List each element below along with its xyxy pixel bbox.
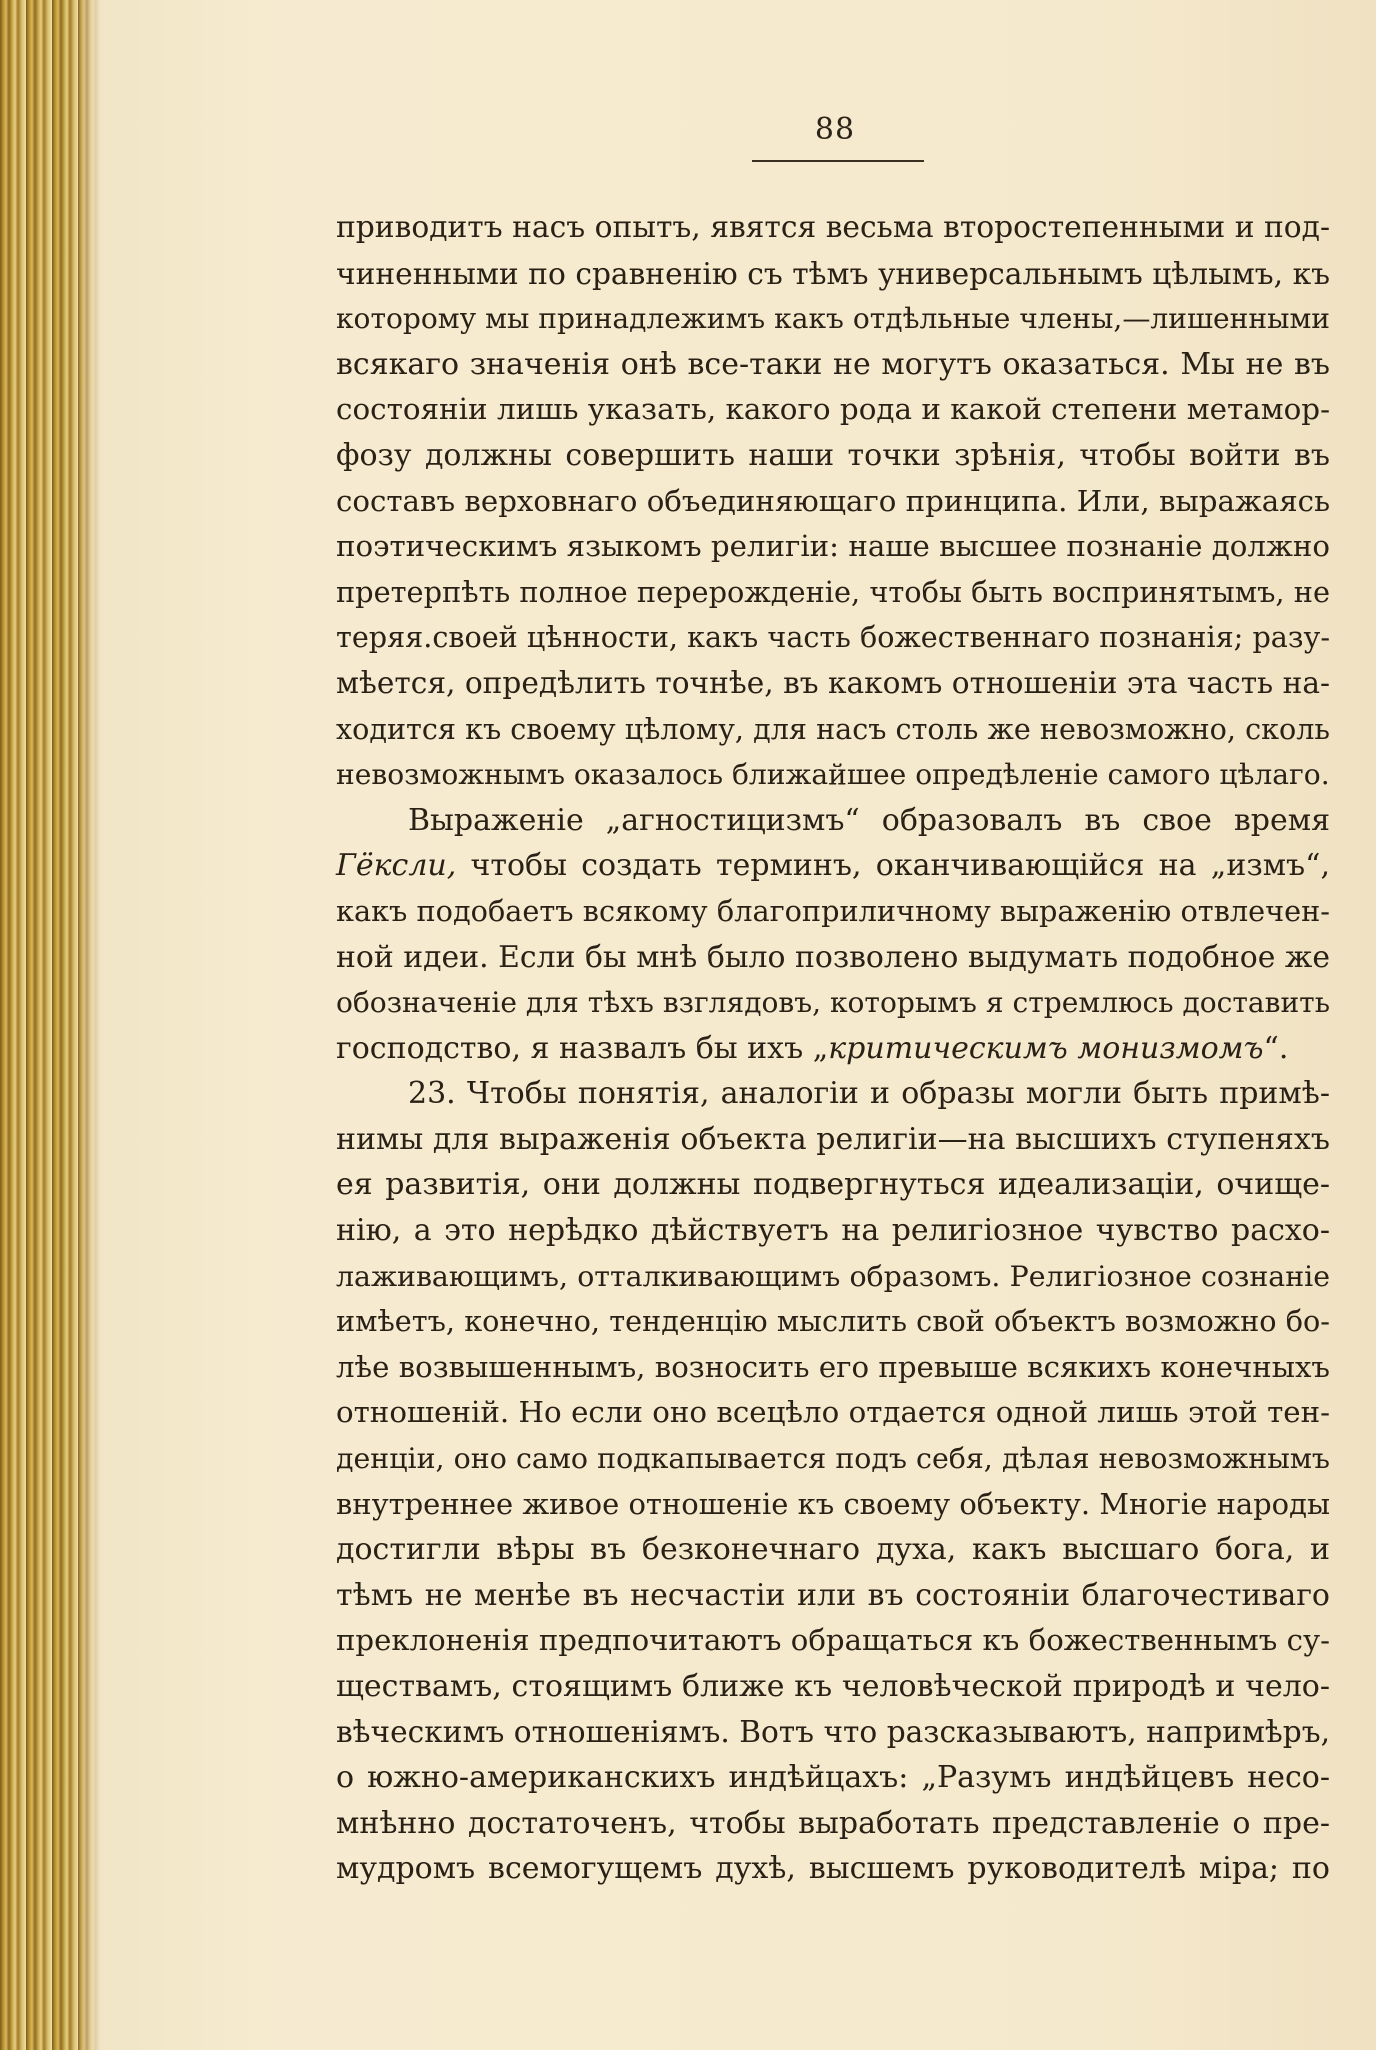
text-line: внутреннее живое отношеніе къ своему объекту. Многіе народы: [336, 1486, 1330, 1521]
text-line: которому мы принадлежимъ какъ отдѣльные члены,—лишенными: [336, 302, 1330, 336]
text-line: нимы для выраженія объекта религіи—на высшихъ ступеняхъ: [336, 1121, 1330, 1157]
text-line: нію, а это нерѣдко дѣйствуетъ на религіозное чувство расхо-: [336, 1213, 1330, 1249]
text-line: мѣется, опредѣлить точнѣе, въ какомъ отношеніи эта часть на-: [336, 665, 1330, 700]
text-line: денціи, оно само подкапывается подъ себя, дѣлая невозможнымъ: [336, 1442, 1330, 1476]
text-line: лаживающимъ, отталкивающимъ образомъ. Религіозное сознаніе: [336, 1259, 1330, 1293]
text-line: невозможнымъ оказалось ближайшее опредѣленіе самого цѣлаго.: [336, 758, 1330, 792]
text-line: приводитъ насъ опытъ, явятся весьма второстепенными и под-: [336, 210, 1330, 245]
text-line: о южно-американскихъ индѣйцахъ: „Разумъ индѣйцевъ несо-: [336, 1760, 1330, 1796]
text-line: ществамъ, стоящимъ ближе къ человѣческой природѣ и чело-: [336, 1669, 1330, 1704]
text-line: обозначеніе для тѣхъ взглядовъ, которымъ я стремлюсь доставить: [336, 986, 1330, 1020]
text-line: теряя.своей цѣнности, какъ часть божественнаго познанія; разу-: [336, 620, 1330, 655]
body-text: [336, 205, 1330, 1892]
text-line: вѣческимъ отношеніямъ. Вотъ что разсказываютъ, напримѣръ,: [336, 1714, 1330, 1749]
text-line: имѣетъ, конечно, тенденцію мыслить свой объектъ возможно бо-: [336, 1304, 1330, 1339]
text-line: претерпѣть полное перерожденіе, чтобы быть воспринятымъ, не: [336, 574, 1330, 609]
text-line: [336, 1026, 1330, 1072]
book-spine-edge: [0, 0, 100, 2050]
text-line: мудромъ всемогущемъ духѣ, высшемъ руководителѣ міра; по: [336, 1851, 1330, 1887]
text-line: 23. Чтобы понятія, аналогіи и образы могли быть примѣ-: [408, 1076, 1330, 1112]
text-line: [336, 843, 1330, 889]
page-number: 88: [814, 112, 856, 147]
text-line: поэтическимъ языкомъ религіи: наше высшее познаніе должно: [336, 529, 1330, 564]
text-line: ея развитія, они должны подвергнуться идеализаціи, очище-: [336, 1167, 1330, 1203]
text-line: преклоненія предпочитаютъ обращаться къ божественнымъ су-: [336, 1623, 1330, 1658]
header-rule: [752, 160, 924, 162]
text-line: тѣмъ не менѣе въ несчастіи или въ состояніи благочестиваго: [336, 1577, 1330, 1613]
text-span: чтобы создать терминъ, оканчивающійся на „измъ“,: [456, 848, 1330, 884]
text-line: отношеній. Но если оно всецѣло отдается одной лишь этой тен-: [336, 1395, 1330, 1430]
italic-name: Гёксли,: [336, 848, 457, 884]
text-line: составъ верховнаго объединяющаго принципа. Или, выражаясь: [336, 483, 1330, 518]
text-line: состояніи лишь указать, какого рода и какой степени метамор-: [336, 392, 1330, 427]
text-span: “.: [1263, 1030, 1289, 1066]
text-line: чиненными по сравненію съ тѣмъ универсальнымъ цѣлымъ, къ: [336, 255, 1330, 291]
text-line: мнѣнно достаточенъ, чтобы выработать представленіе о пре-: [336, 1805, 1330, 1841]
text-line: какъ подобаетъ всякому благоприличному выраженію отвлечен-: [336, 893, 1330, 928]
text-line: ходится къ своему цѣлому, для насъ столь же невозможно, сколь: [336, 711, 1330, 746]
text-line: фозу должны совершить наши точки зрѣнія, чтобы войти въ: [336, 437, 1330, 473]
italic-term: критическимъ монизмомъ: [828, 1030, 1264, 1066]
text-line: ной идеи. Если бы мнѣ было позволено выдумать подобное же: [336, 939, 1330, 975]
text-span: господство, я назвалъ бы ихъ „: [336, 1030, 829, 1066]
text-line: всякаго значенія онѣ все-таки не могутъ оказаться. Мы не въ: [336, 346, 1330, 382]
text-line: лѣе возвышеннымъ, возносить его превыше всякихъ конечныхъ: [336, 1349, 1330, 1384]
text-line: достигли вѣры въ безконечнаго духа, какъ высшаго бога, и: [336, 1532, 1330, 1568]
text-line: Выраженіе „агностицизмъ“ образовалъ въ свое время: [408, 802, 1330, 838]
